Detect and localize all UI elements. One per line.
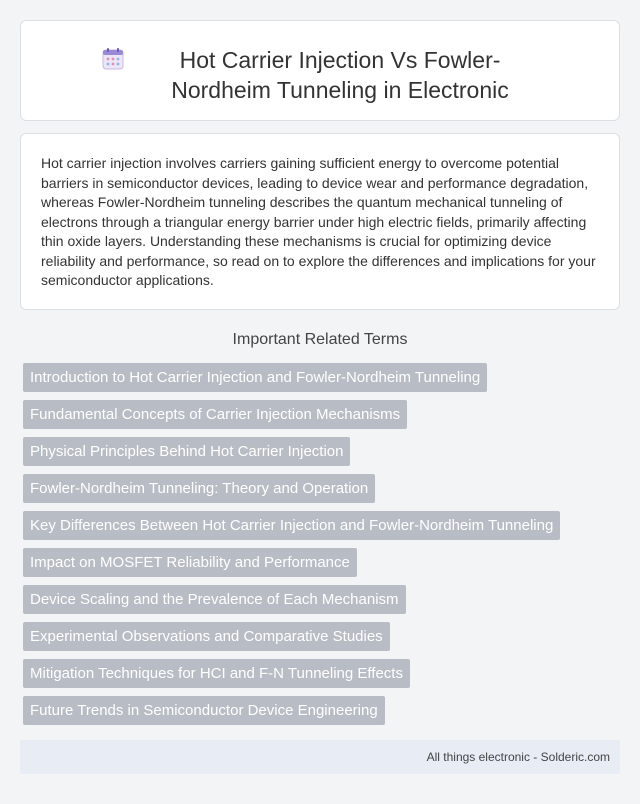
related-term-link[interactable]: Key Differences Between Hot Carrier Injection and Fowler-Nordheim Tunneling: [23, 511, 560, 540]
related-term-link[interactable]: Physical Principles Behind Hot Carrier Injection: [23, 437, 350, 466]
footer: [20, 740, 620, 774]
footer-text: All things electronic - Solderic.com: [426, 750, 610, 764]
intro-text: Hot carrier injection involves carriers gaining sufficient energy to overcome potential barriers in semiconductor devices, leading to device wear and performance degradation, whereas Fowler-Nordheim tunneling describes the quantum mechanical tunneling of electrons through a triangular energy barrier under high electric fields, primarily affecting thin oxide layers. Understanding these mechanisms is crucial for optimizing device reliability and performance, so read on to explore the differences and implications for your semiconductor applications.: [41, 155, 596, 288]
related-term-link[interactable]: Fowler-Nordheim Tunneling: Theory and Operation: [23, 474, 375, 503]
related-term-link[interactable]: Experimental Observations and Comparative Studies: [23, 622, 390, 651]
related-term-link[interactable]: Future Trends in Semiconductor Device Engineering: [23, 696, 385, 725]
related-terms-list: [23, 363, 617, 733]
related-term-link[interactable]: Fundamental Concepts of Carrier Injection Mechanisms: [23, 400, 407, 429]
related-term-link[interactable]: Mitigation Techniques for HCI and F-N Tunneling Effects: [23, 659, 410, 688]
header-card: [20, 20, 620, 121]
related-term-link[interactable]: Impact on MOSFET Reliability and Performance: [23, 548, 357, 577]
page-title: Hot Carrier Injection Vs Fowler-Nordheim Tunneling in Electronic: [171, 47, 509, 103]
related-term-link[interactable]: Introduction to Hot Carrier Injection and Fowler-Nordheim Tunneling: [23, 363, 487, 392]
related-terms-heading: Important Related Terms: [232, 331, 408, 348]
intro-card: [20, 133, 620, 310]
related-term-link[interactable]: Device Scaling and the Prevalence of Each Mechanism: [23, 585, 406, 614]
